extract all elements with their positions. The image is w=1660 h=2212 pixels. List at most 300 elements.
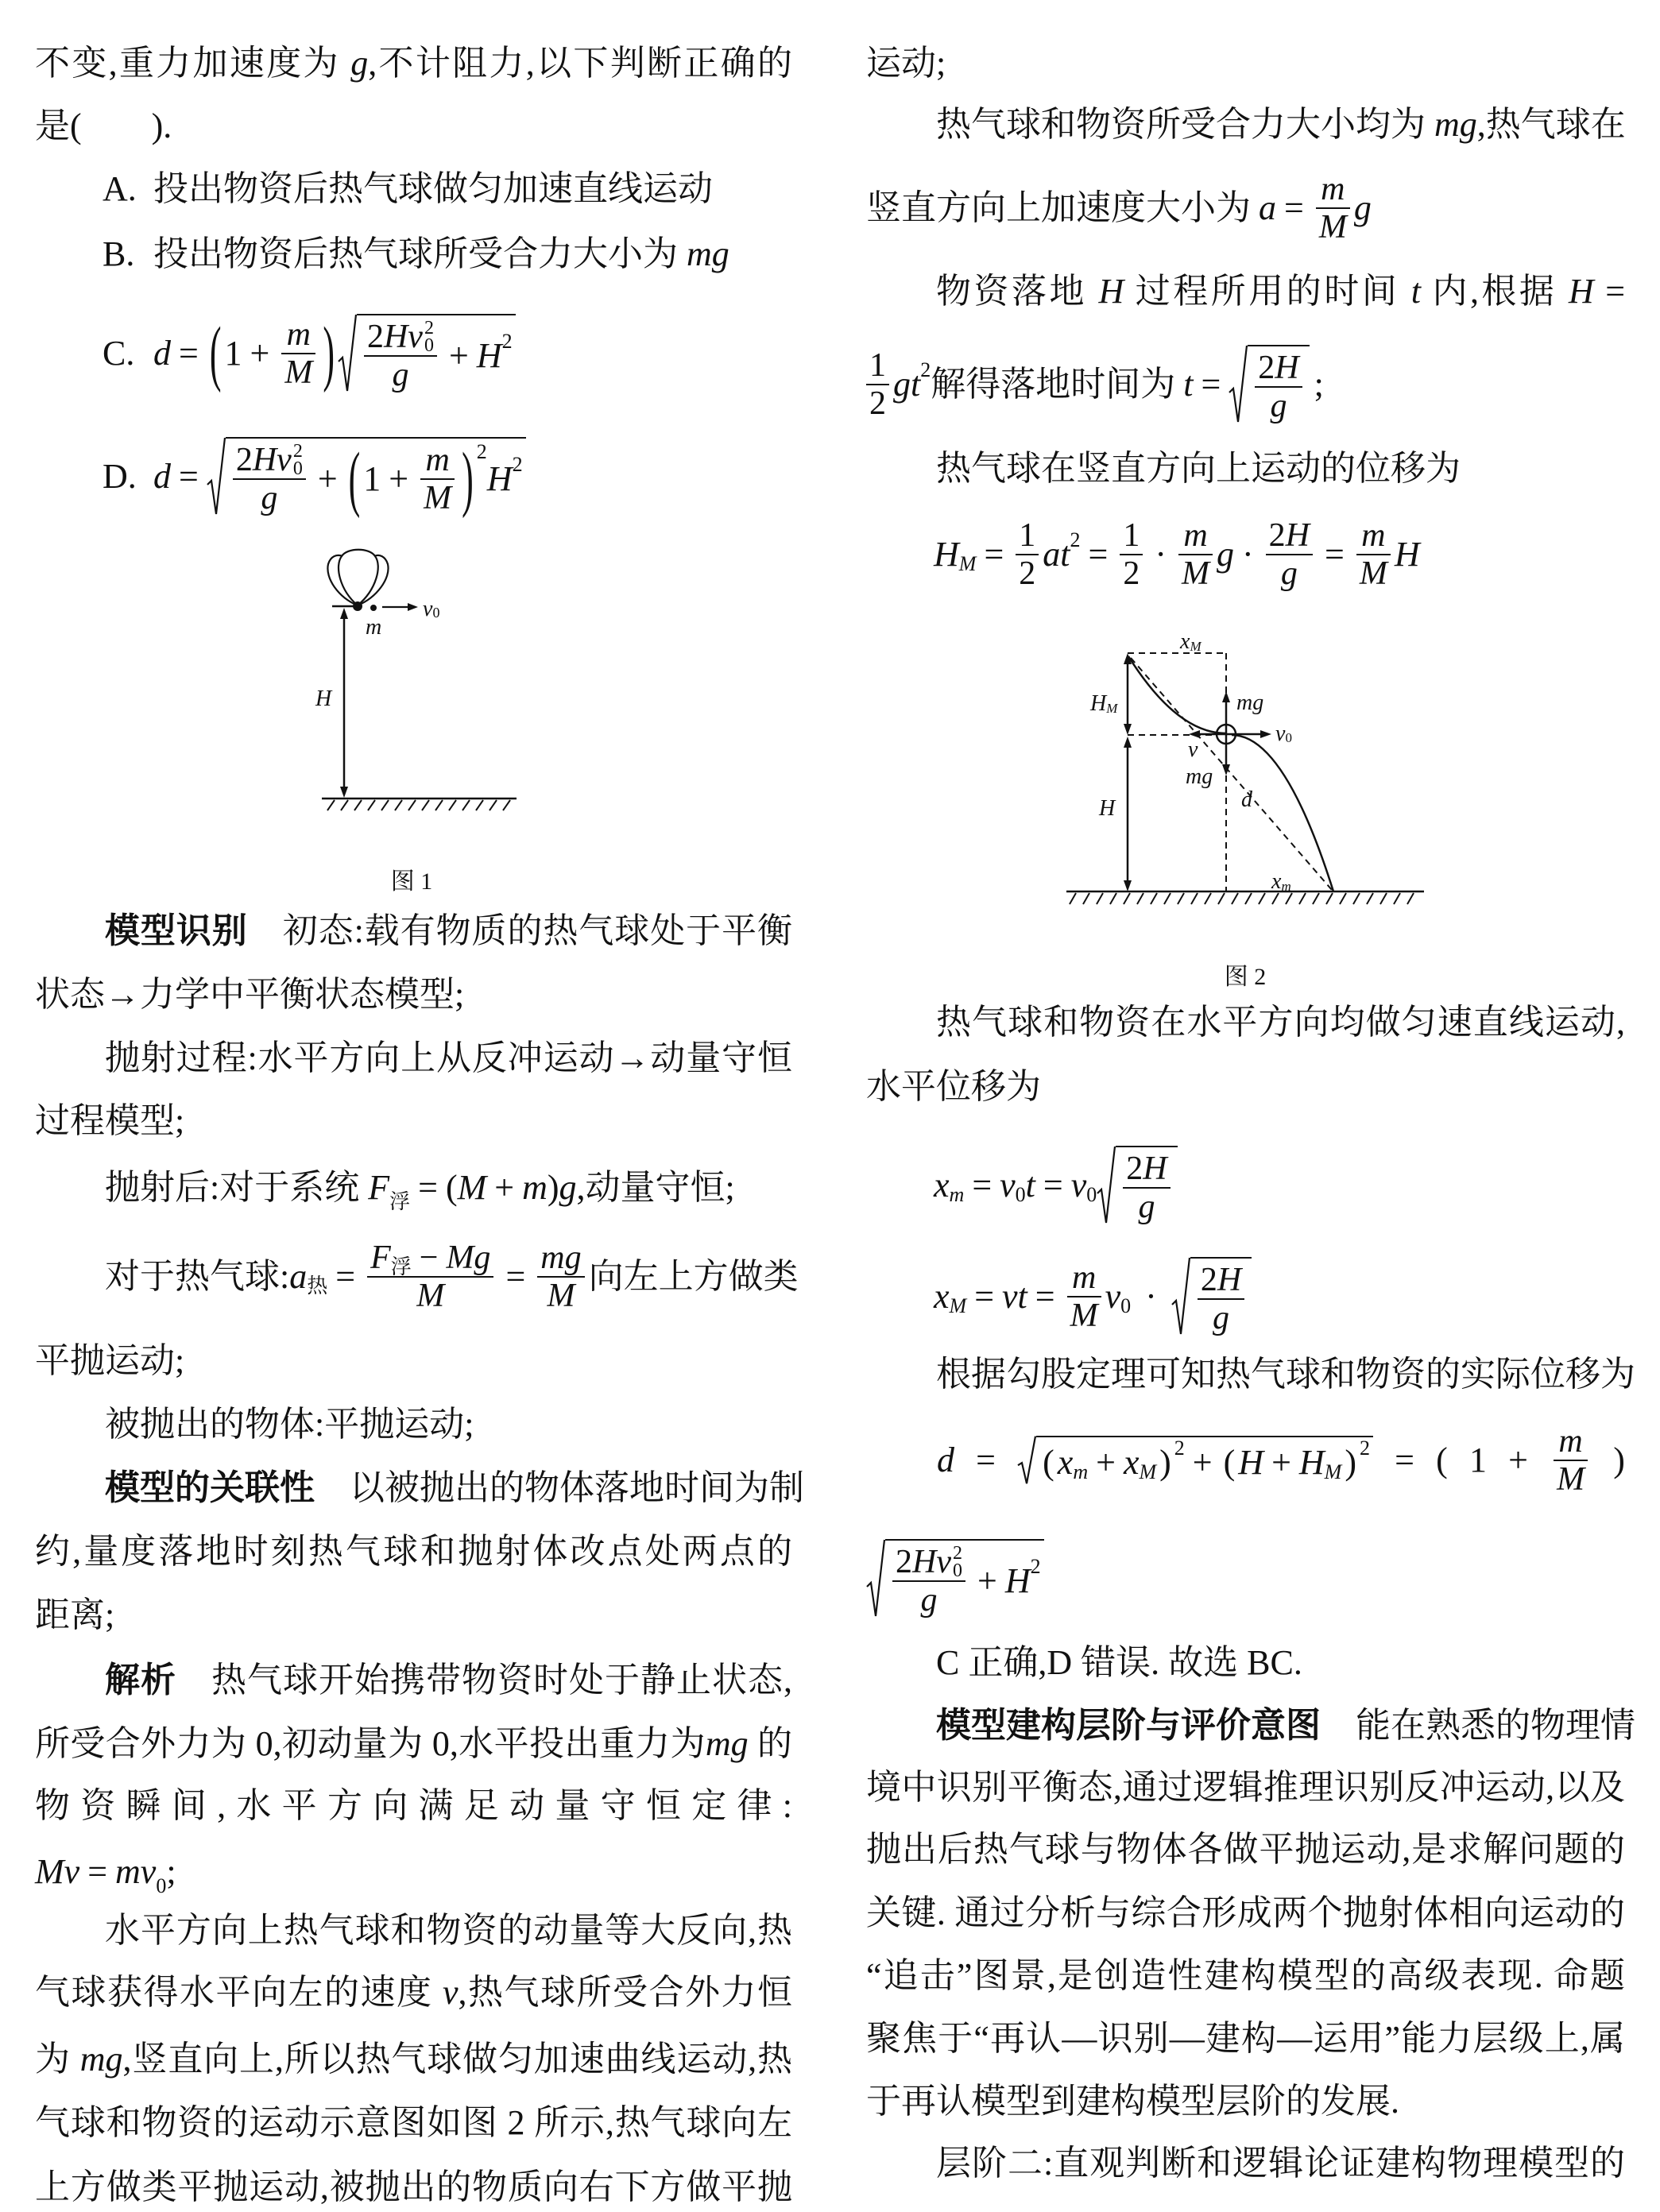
text-segment: 解得落地时间为: [931, 365, 1176, 404]
text-line: [35, 1722, 792, 1766]
math-operator: =: [1088, 535, 1109, 574]
math-paren: (: [1436, 1441, 1448, 1479]
sup-sub-stack: [953, 1545, 962, 1580]
label-var: x: [1180, 629, 1190, 654]
math-var: v: [1070, 1166, 1087, 1205]
subscript: 0: [156, 1874, 167, 1897]
math-operator: =: [418, 1168, 438, 1207]
superscript: 2: [1070, 528, 1081, 551]
math-var: mg: [1434, 105, 1477, 144]
text-line: 层阶二:直观判断和逻辑论证建构物理模型的: [936, 2144, 1625, 2183]
math-paren: ): [323, 311, 335, 394]
supply-mass-dot: [370, 605, 377, 611]
math-var: d: [153, 334, 171, 373]
square-root: [1229, 345, 1309, 424]
math-operator: +: [1508, 1441, 1528, 1479]
mg-down-label: mg: [1186, 764, 1213, 789]
H-label: H: [1099, 796, 1116, 821]
text-segment: 竖直方向上加速度大小为: [866, 188, 1251, 227]
math-operator: =: [976, 1441, 996, 1479]
fraction-numerator: [364, 319, 437, 357]
text-segment: 向左上方做类: [588, 1257, 799, 1296]
math-operator: =: [179, 457, 199, 496]
math-var: H: [1238, 1443, 1264, 1482]
arrowhead-right-icon: [408, 603, 418, 611]
fraction-denominator: M: [424, 480, 452, 516]
fraction-numerator: m: [1178, 517, 1213, 555]
math-number: 2: [896, 1544, 912, 1580]
text-line: [35, 2037, 792, 2082]
math-var: mg: [705, 1724, 749, 1763]
fraction: [892, 1544, 965, 1618]
math-var: H: [1098, 272, 1124, 311]
math-var: M: [457, 1168, 487, 1207]
fraction-numerator: [1266, 517, 1313, 555]
math-line: [105, 1225, 799, 1328]
math-var: H: [1285, 517, 1310, 554]
fraction: [1255, 350, 1302, 424]
math-number: 1: [363, 459, 381, 498]
math-number: 2: [1258, 350, 1275, 386]
d-label: d: [1241, 787, 1252, 812]
math-operator: =: [974, 1277, 995, 1316]
radical-sign-icon: [1229, 345, 1248, 424]
fraction-numerator: [1255, 350, 1302, 388]
text-segment: 初态:载有物质的热气球处于平衡: [282, 911, 792, 950]
math-number: 2: [1268, 517, 1286, 554]
fraction-denominator: g: [1212, 1300, 1229, 1336]
math-var: t: [1025, 1166, 1035, 1205]
hot-air-balloon-icon: [327, 550, 388, 605]
text-line: [35, 909, 792, 953]
subscript: m: [949, 1183, 965, 1206]
text-segment: 为: [35, 2040, 80, 2079]
math-paren: (: [1223, 1443, 1236, 1482]
fraction: [537, 1239, 584, 1314]
math-number: 1: [1468, 1441, 1487, 1479]
fraction-numerator: [233, 442, 306, 480]
sup-sub-stack: [424, 319, 434, 354]
label-subscript: m: [1281, 879, 1291, 894]
superscript: 2: [920, 358, 931, 381]
radicand: [357, 314, 516, 393]
subscript: M: [949, 1294, 967, 1317]
superscript: 2: [501, 330, 513, 353]
text-line: [866, 269, 1625, 314]
fraction-denominator: M: [1557, 1461, 1585, 1498]
arrowhead-down-icon: [1124, 880, 1132, 891]
fraction-numerator: [892, 1544, 965, 1582]
math-var: d: [153, 457, 171, 496]
v-label: v: [1188, 737, 1198, 762]
text-line: 物资瞬间,水平方向满足动量守恒定律:: [35, 1786, 792, 1825]
subscript: M: [958, 552, 977, 575]
text-segment: 能在熟悉的物理情: [1356, 1706, 1635, 1745]
supply-trajectory-curve: [1232, 735, 1333, 891]
math-line: [934, 511, 1420, 598]
text-segment: 抛射后:对于系统: [105, 1168, 369, 1207]
subscript: 0: [424, 335, 434, 356]
math-line: [866, 168, 1372, 248]
square-root: [1171, 1257, 1252, 1336]
text-segment: ,热气球在: [1476, 105, 1626, 144]
text-segment: 的: [748, 1724, 792, 1763]
text-line: 于再认模型到建构模型层阶的发展.: [866, 2082, 1399, 2121]
math-var: v: [1105, 1277, 1121, 1316]
math-operator: =: [1201, 365, 1221, 404]
math-paren: ): [1345, 1443, 1356, 1482]
text-line: [35, 1658, 792, 1703]
fraction: [1067, 1259, 1101, 1334]
fraction-denominator: 2: [1123, 555, 1140, 592]
radicand: [1248, 345, 1309, 424]
text-line: 平抛运动;: [35, 1341, 185, 1380]
text-segment: 热气球开始携带物资时处于静止状态,: [211, 1661, 792, 1700]
math-paren: (: [445, 1168, 458, 1207]
question-line: 是( ).: [35, 106, 172, 145]
fraction-numerator: 1: [1016, 517, 1039, 555]
radical-sign-icon: [866, 1539, 885, 1618]
text-segment: ;: [166, 1852, 176, 1891]
math-number: 2: [235, 442, 253, 478]
superscript: 2: [1360, 1437, 1370, 1460]
math-var: H: [476, 336, 502, 375]
v0-label: [423, 597, 439, 621]
superscript: 2: [424, 318, 434, 338]
math-operator: +: [494, 1168, 515, 1207]
superscript: 2: [952, 1543, 962, 1564]
math-var: H: [1143, 1150, 1167, 1187]
arrowhead-up-icon: [1124, 737, 1132, 748]
arrowhead-down-icon: [1124, 724, 1132, 735]
text-segment: 所受合外力为 0,初动量为 0,水平投出重力为: [35, 1724, 706, 1763]
displacement-d-dashed-line: [1131, 658, 1332, 890]
math-var: H: [1004, 1561, 1031, 1600]
m-label: m: [366, 615, 382, 640]
option-label: C.: [103, 334, 135, 373]
subscript: 热: [307, 1274, 328, 1297]
math-operator: =: [1325, 535, 1345, 574]
xM-label: [1179, 629, 1201, 654]
text-segment: 对于热气球:: [105, 1257, 290, 1296]
label-subscript: M: [1190, 639, 1201, 654]
text-line: [866, 1703, 1635, 1748]
math-var: mg: [687, 234, 729, 273]
math-operator: ·: [1155, 535, 1167, 574]
math-var: g: [1353, 188, 1372, 227]
radicand: [1036, 1436, 1373, 1485]
text-line: 状态→力学中平衡状态模型;: [35, 975, 465, 1014]
label-var: H: [1090, 691, 1107, 716]
superscript: 2: [292, 441, 303, 462]
fraction-denominator: M: [547, 1278, 575, 1314]
text-line: 运动;: [866, 44, 946, 83]
square-root: [338, 314, 516, 393]
math-var: x: [934, 1277, 950, 1316]
balloon-trajectory-curve: [1128, 656, 1226, 733]
math-operator: +: [1271, 1443, 1291, 1482]
math-var: x: [934, 1166, 950, 1205]
subscript: 浮: [389, 1190, 411, 1213]
math-operator: =: [1284, 188, 1304, 227]
fraction-numerator: [1198, 1262, 1244, 1300]
math-var: a: [1259, 188, 1276, 227]
square-root: [207, 437, 526, 520]
fraction: [1178, 517, 1213, 592]
label-subscript: M: [1106, 701, 1118, 716]
text-segment: ;: [1314, 365, 1324, 404]
math-var: H: [1394, 535, 1420, 574]
math-var: x: [1123, 1443, 1140, 1482]
math-var: v: [442, 1973, 459, 2012]
text-line: [866, 102, 1625, 147]
section-heading: 模型的关联性: [105, 1468, 315, 1508]
arrowhead-down-icon: [1222, 764, 1230, 775]
section-heading: 解析: [105, 1660, 176, 1700]
text-segment: 内,根据: [1420, 272, 1569, 311]
math-var: Hv: [912, 1544, 951, 1580]
math-operator: =: [179, 334, 199, 373]
section-heading: 模型建构层阶与评价意图: [936, 1705, 1321, 1746]
xm-label: [1271, 869, 1291, 894]
fraction: [1356, 517, 1391, 592]
math-var: H: [1568, 272, 1594, 311]
math-operator: =: [1043, 1166, 1063, 1205]
sup-sub-stack: [293, 443, 303, 478]
subscript: 浮: [390, 1255, 412, 1278]
fraction: [1316, 171, 1350, 246]
fraction: [281, 316, 315, 391]
text-segment: 热气球和物资所受合力大小均为: [936, 105, 1434, 144]
math-var: vt: [1002, 1277, 1027, 1316]
math-var: Hv: [383, 319, 423, 355]
math-operator: =: [1035, 1277, 1055, 1316]
math-line: [866, 341, 1324, 428]
arrowhead-down-icon: [340, 787, 348, 798]
math-operator: =: [87, 1852, 108, 1891]
superscript: 2: [476, 440, 487, 463]
fraction-numerator: mg: [537, 1239, 584, 1278]
fraction-denominator: g: [1280, 555, 1298, 592]
math-line: [934, 1253, 1252, 1340]
fraction: [1120, 517, 1143, 592]
math-var: t: [1183, 365, 1194, 404]
text-segment: ,竖直向上,所以热气球做匀加速曲线运动,热: [122, 2040, 793, 2079]
text-line: 约,量度落地时刻热气球和抛射体改点处两点的: [35, 1532, 792, 1571]
square-root: [866, 1539, 1044, 1618]
text-line: 水平方向上热气球和物资的动量等大反向,热: [105, 1911, 792, 1950]
fraction: [1554, 1423, 1588, 1498]
text-line: 根据勾股定理可知热气球和物资的实际位移为: [936, 1355, 1635, 1394]
math-var: g: [559, 1168, 577, 1207]
text-line: 水平位移为: [866, 1067, 1041, 1106]
math-operator: =: [1395, 1441, 1414, 1479]
fraction-numerator: m: [1067, 1259, 1101, 1297]
text-line: “追击”图景,是创造性建构模型的高级表现. 命题: [866, 1956, 1625, 1995]
text-segment: ,不计阻力,以下判断正确的: [368, 44, 793, 83]
radicand: [226, 437, 526, 520]
ground-hatching: [1070, 893, 1414, 904]
radical-sign-icon: [338, 314, 357, 393]
radicand: [885, 1539, 1044, 1618]
math-operator: =: [335, 1257, 356, 1296]
fraction-denominator: M: [416, 1278, 445, 1314]
math-operator: ·: [1145, 1277, 1157, 1316]
square-root: [1017, 1436, 1373, 1485]
section-heading: 模型识别: [105, 911, 248, 951]
option-label: D.: [103, 457, 137, 496]
fraction-numerator: m: [1554, 1423, 1588, 1461]
fraction: [420, 442, 455, 516]
math-line: [866, 1527, 1044, 1630]
subscript: M: [1324, 1460, 1342, 1483]
fraction-denominator: M: [1318, 209, 1347, 246]
text-segment: 气球获得水平向左的速度: [35, 1973, 443, 2012]
math-number: 2: [366, 319, 384, 355]
fraction-denominator: g: [261, 480, 278, 516]
math-var: gt: [893, 365, 921, 404]
subscript: 0: [1015, 1183, 1026, 1206]
label-var: v: [1275, 721, 1286, 746]
fraction-denominator: M: [284, 354, 313, 391]
math-number: 2: [1126, 1150, 1143, 1187]
math-line: [35, 1850, 792, 1897]
fraction-denominator: g: [920, 1582, 938, 1618]
text-segment: 不变,重力加速度为: [35, 44, 351, 83]
math-operator: −: [419, 1239, 439, 1276]
figure-2-diagram: [1057, 628, 1438, 914]
math-var: H: [934, 535, 959, 574]
math-var: g: [350, 44, 369, 83]
math-operator: +: [1192, 1443, 1213, 1482]
subscript: M: [1139, 1460, 1157, 1483]
radical-sign-icon: [1097, 1146, 1116, 1225]
math-paren: ): [1613, 1441, 1625, 1479]
arrowhead-up-icon: [340, 608, 348, 619]
subscript: 0: [1120, 1294, 1132, 1317]
math-var: g: [1217, 535, 1234, 574]
fraction-numerator: [367, 1239, 493, 1278]
math-var: x: [1057, 1443, 1074, 1482]
math-paren: (: [1043, 1443, 1054, 1482]
text-line: 境中识别平衡态,通过逻辑推理识别反冲运动,以及: [866, 1768, 1625, 1807]
fraction: [866, 347, 889, 422]
math-operator: =: [505, 1257, 526, 1296]
math-var: H: [1217, 1262, 1242, 1298]
fraction-denominator: 2: [869, 385, 886, 422]
figure-caption: 图 2: [1224, 964, 1267, 990]
math-var: m: [522, 1168, 548, 1207]
text-segment: ,热气球所受合外力恒: [458, 1973, 793, 2012]
math-var: Hv: [252, 442, 292, 478]
fraction: [367, 1239, 493, 1314]
math-var: F: [370, 1239, 391, 1276]
text-line: 被抛出的物体:平抛运动;: [105, 1405, 474, 1444]
option-d: [103, 425, 526, 528]
fraction-denominator: g: [1138, 1189, 1155, 1225]
math-number: 1: [224, 334, 242, 373]
radical-sign-icon: [207, 437, 226, 516]
math-operator: =: [984, 535, 1004, 574]
fraction-numerator: 1: [1120, 517, 1143, 555]
math-operator: +: [389, 459, 409, 498]
math-operator: +: [317, 459, 338, 498]
v0-label: [1275, 721, 1292, 746]
subscript: m: [1073, 1460, 1089, 1483]
text-line: 抛出后热气球与物体各做平抛运动,是求解问题的: [866, 1830, 1625, 1869]
arrowhead-up-icon: [1222, 691, 1230, 702]
math-line: [934, 1142, 1178, 1229]
square-root: [1097, 1146, 1177, 1225]
radical-sign-icon: [1171, 1257, 1190, 1336]
text-segment: 以被抛出的物体落地时间为制: [350, 1468, 804, 1507]
math-var: H: [1298, 1443, 1325, 1482]
H-label: H: [315, 686, 332, 711]
text-line: [35, 1466, 804, 1510]
text-segment: ,动量守恒;: [576, 1168, 735, 1207]
balloon-basket-dot: [353, 601, 362, 611]
option-text: 投出物资后热气球所受合力大小为: [153, 234, 687, 273]
math-paren: (: [209, 311, 222, 394]
math-operator: =: [972, 1166, 993, 1205]
math-paren: ): [462, 437, 474, 520]
text-line: 热气球在竖直方向上运动的位移为: [936, 449, 1461, 488]
fraction: [364, 319, 437, 393]
label-var: x: [1271, 869, 1282, 894]
option-c: [103, 302, 516, 405]
text-line: 距离;: [35, 1595, 115, 1634]
text-segment: 过程所用的时间: [1124, 272, 1411, 311]
HM-label: [1089, 691, 1118, 716]
fraction: [233, 442, 306, 516]
label-subscript: 0: [432, 605, 440, 621]
fraction-denominator: M: [1070, 1297, 1098, 1334]
fraction: [1123, 1150, 1170, 1225]
option-b: [103, 232, 792, 276]
radicand: [1190, 1257, 1252, 1336]
math-var: Mg: [446, 1239, 491, 1276]
math-paren: ): [547, 1168, 559, 1207]
dashed-guides: [1128, 653, 1332, 891]
fraction-denominator: g: [1270, 388, 1287, 424]
arrowhead-right-icon: [1260, 730, 1271, 738]
math-var: a: [289, 1257, 308, 1296]
math-var: d: [937, 1441, 954, 1479]
fraction: [1016, 517, 1039, 592]
math-line: [937, 1421, 1625, 1500]
text-line: 聚焦于“再认—识别—建构—运用”能力层级上,属: [866, 2019, 1625, 2058]
math-var: mg: [79, 2040, 123, 2079]
option-label: A.: [103, 169, 137, 208]
math-paren: ): [1159, 1443, 1171, 1482]
fraction-denominator: M: [1182, 555, 1209, 592]
subscript: 0: [952, 1560, 962, 1581]
math-operator: +: [1096, 1443, 1116, 1482]
fraction-numerator: m: [420, 442, 455, 480]
radicand: [1116, 1146, 1177, 1225]
text-line: 热气球和物资在水平方向均做匀速直线运动,: [936, 1003, 1625, 1042]
math-number: 2: [1200, 1262, 1217, 1298]
subscript: 0: [292, 458, 303, 479]
fraction-denominator: M: [1359, 555, 1387, 592]
fraction-numerator: m: [1356, 517, 1391, 555]
fraction-denominator: g: [392, 357, 409, 393]
text-line: 过程模型;: [35, 1101, 185, 1140]
option-text: 投出物资后热气球做匀加速直线运动: [153, 169, 713, 208]
radical-sign-icon: [1017, 1436, 1036, 1485]
subscript: 0: [1086, 1183, 1097, 1206]
ground-hatching: [327, 800, 510, 810]
